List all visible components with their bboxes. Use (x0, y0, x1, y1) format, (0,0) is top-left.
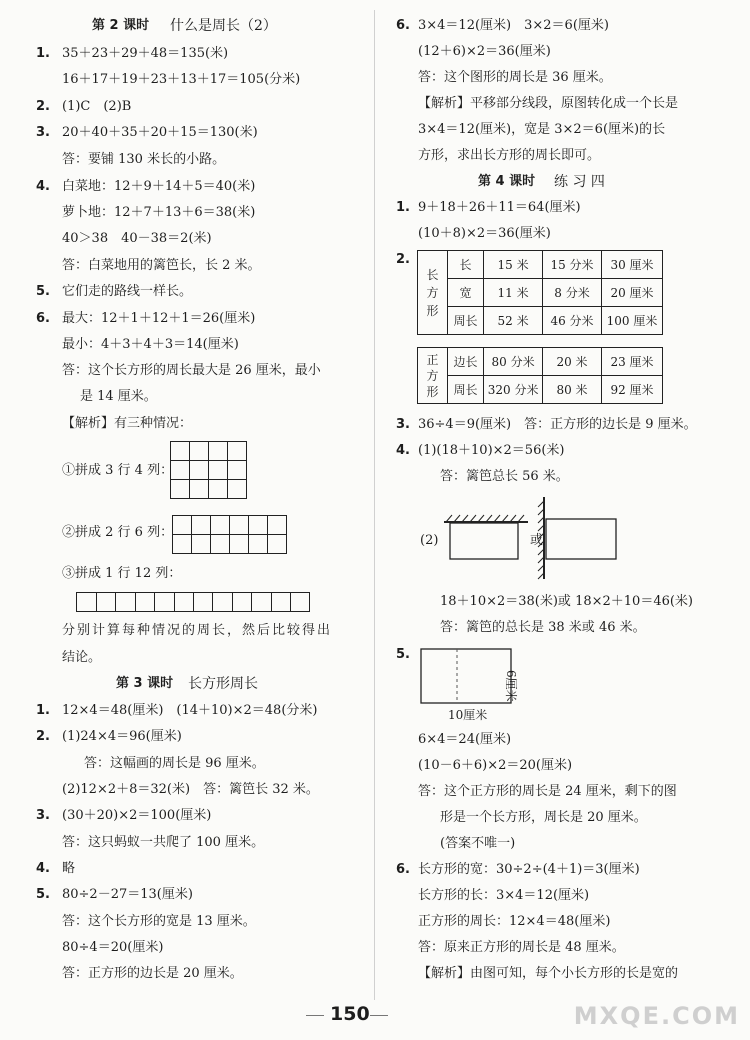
watermark: MXQE.COM (573, 1002, 740, 1030)
square-label: 正 方 形 (426, 352, 439, 399)
s5-line2: (10－6＋6)×2＝20(厘米) (418, 758, 573, 773)
table-cell: 宽 (447, 279, 483, 307)
table-cell: 20 厘米 (601, 279, 662, 307)
q6-number: 6. (36, 311, 50, 326)
s5-line3: 答：这个正方形的周长是 24 厘米，剩下的图 (418, 784, 677, 799)
s4-line1: (1)(18＋10)×2＝56(米) (418, 443, 565, 458)
s4-line4: 答：篱笆的总长是 38 米或 46 米。 (440, 620, 646, 635)
p5-line1: 80÷2－27＝13(厘米) (62, 887, 193, 902)
q2-line1: (1)C (2)B (62, 99, 132, 114)
s5-height-label: 6厘米 (504, 670, 518, 702)
r6-line2: (12＋6)×2＝36(厘米) (418, 44, 551, 59)
table-cell: 52 米 (484, 307, 543, 335)
table-cell: 20 米 (543, 348, 602, 376)
q4-number: 4. (36, 179, 50, 194)
s3-line1: 36÷4＝9(厘米) 答：正方形的边长是 9 厘米。 (418, 417, 697, 432)
q4-line2: 萝卜地：12＋7＋13＋6＝38(米) (62, 205, 256, 220)
table-cell: 周长 (447, 376, 483, 404)
p3-line1: (30＋20)×2＝100(厘米) (62, 808, 212, 823)
column-divider (374, 10, 375, 1000)
table-cell: 8 分米 (543, 279, 602, 307)
q6-line4: 是 14 厘米。 (80, 389, 157, 404)
s4-number: 4. (396, 443, 410, 458)
table-row (418, 348, 663, 376)
table-cell: 92 厘米 (601, 376, 662, 404)
section-3-label: 第 3 课时 (116, 676, 174, 691)
s6-line5: 【解析】由图可知，每个小长方形的长是宽的 (418, 966, 679, 981)
p1-line1: 12×4＝48(厘米) (14＋10)×2＝48(分米) (62, 703, 318, 718)
p5-line2: 答：这个长方形的宽是 13 厘米。 (62, 914, 256, 929)
section-2-label: 第 2 课时 (92, 18, 150, 33)
grid-1x12 (76, 592, 310, 612)
table-cell: 320 分米 (484, 376, 543, 404)
p2-number: 2. (36, 729, 50, 744)
q4-line3: 40＞38 40－38＝2(米) (62, 231, 212, 246)
page-number-dash-right (370, 1015, 388, 1016)
rectangle-table (417, 250, 663, 335)
s5-line1: 6×4＝24(厘米) (418, 732, 512, 747)
q4-line1: 白菜地：12＋9＋14＋5＝40(米) (62, 179, 256, 194)
square-table (417, 347, 663, 404)
square-label-cell (418, 348, 448, 404)
p2-line3: (2)12×2＋8＝32(米) 答：篱笆长 32 米。 (62, 782, 319, 797)
r6-analysis-line1: 【解析】平移部分线段，原图转化成一个长是 (418, 96, 679, 111)
table-row (418, 307, 663, 335)
s5-line4: 形是一个长方形，周长是 20 厘米。 (440, 810, 647, 825)
q2-number: 2. (36, 99, 50, 114)
case3-label: ③拼成 1 行 12 列： (62, 566, 182, 581)
page-number: 150 (330, 1003, 370, 1025)
q1-number: 1. (36, 46, 50, 61)
s4-line2: 答：篱笆总长 56 米。 (440, 469, 569, 484)
q5-number: 5. (36, 284, 50, 299)
q6-analysis: 【解析】有三种情况： (62, 416, 193, 431)
p5-line4: 答：正方形的边长是 20 厘米。 (62, 966, 243, 981)
p4-line1: 略 (62, 861, 76, 876)
table-cell: 80 米 (543, 376, 602, 404)
s4-line3: 18＋10×2＝38(米)或 18×2＋10＝46(米) (440, 594, 693, 609)
grid-3x4 (170, 441, 247, 499)
r6-analysis-line3: 方形，求出长方形的周长即可。 (418, 148, 601, 163)
r6-analysis-line2: 3×4＝12(厘米)，宽是 3×2＝6(厘米)的长 (418, 122, 666, 137)
p4-number: 4. (36, 861, 50, 876)
q6-conclusion-line2: 结论。 (62, 650, 102, 665)
table-cell: 100 厘米 (601, 307, 662, 335)
s5-number: 5. (396, 647, 410, 662)
s5-width-label: 10厘米 (448, 708, 488, 722)
table-cell: 11 米 (484, 279, 543, 307)
case1-label: ①拼成 3 行 4 列： (62, 463, 174, 478)
table-row (418, 251, 663, 279)
q4-line4: 答：白菜地用的篱笆长，长 2 米。 (62, 258, 261, 273)
p5-number: 5. (36, 887, 50, 902)
s2-number: 2. (396, 252, 410, 267)
p3-number: 3. (36, 808, 50, 823)
r6-number: 6. (396, 18, 410, 33)
section-4-title: 练 习 四 (554, 174, 605, 190)
table-cell: 23 厘米 (601, 348, 662, 376)
table-cell: 30 厘米 (601, 251, 662, 279)
s4-figure-label: (2) (420, 533, 439, 548)
table-cell: 15 分米 (543, 251, 602, 279)
rectangle-label: 长 方 形 (426, 267, 439, 318)
s1-line2: (10＋8)×2＝36(厘米) (418, 226, 551, 241)
p2-line2: 答：这幅画的周长是 96 厘米。 (84, 756, 265, 771)
q6-line1: 最大：12＋1＋12＋1＝26(厘米) (62, 311, 256, 326)
q6-conclusion-line1: 分别计算每种情况的周长，然后比较得出 (62, 623, 333, 638)
section-3-title: 长方形周长 (188, 676, 258, 692)
q5-line1: 它们走的路线一样长。 (62, 284, 193, 299)
case2-label: ②拼成 2 行 6 列： (62, 525, 174, 540)
rectangle-label-cell (418, 251, 448, 335)
table-cell: 80 分米 (484, 348, 543, 376)
q6-line3: 答：这个长方形的周长最大是 26 厘米，最小 (62, 363, 321, 378)
s6-line1: 长方形的宽：30÷2÷(4＋1)＝3(厘米) (418, 862, 640, 877)
s3-number: 3. (396, 417, 410, 432)
table-cell: 周长 (447, 307, 483, 335)
section-2-title: 什么是周长（2） (170, 18, 277, 34)
page-number-dash-left (306, 1015, 324, 1016)
s1-line1: 9＋18＋26＋11＝64(厘米) (418, 200, 581, 215)
s1-number: 1. (396, 200, 410, 215)
s6-line4: 答：原来正方形的周长是 48 厘米。 (418, 940, 625, 955)
p1-number: 1. (36, 703, 50, 718)
q1-line1: 35＋23＋29＋48＝135(米) (62, 46, 229, 61)
grid-2x6 (172, 515, 287, 554)
table-cell: 边长 (447, 348, 483, 376)
q3-line2: 答：要铺 130 米长的小路。 (62, 152, 226, 167)
table-cell: 15 米 (484, 251, 543, 279)
p2-line1: (1)24×4＝96(厘米) (62, 729, 182, 744)
p3-line2: 答：这只蚂蚁一共爬了 100 厘米。 (62, 835, 265, 850)
table-row (418, 376, 663, 404)
r6-line1: 3×4＝12(厘米) 3×2＝6(厘米) (418, 18, 609, 33)
table-cell: 长 (447, 251, 483, 279)
r6-line3: 答：这个图形的周长是 36 厘米。 (418, 70, 612, 85)
s6-number: 6. (396, 862, 410, 877)
q3-number: 3. (36, 125, 50, 140)
s6-line2: 长方形的长：3×4＝12(厘米) (418, 888, 590, 903)
section-4-label: 第 4 课时 (478, 174, 536, 189)
s5-line5: (答案不唯一) (440, 836, 516, 851)
s6-line3: 正方形的周长：12×4＝48(厘米) (418, 914, 611, 929)
s4-or-label: 或 (530, 533, 544, 548)
q3-line1: 20＋40＋35＋20＋15＝130(米) (62, 125, 258, 140)
table-cell: 46 分米 (543, 307, 602, 335)
q1-line2: 16＋17＋19＋23＋13＋17＝105(分米) (62, 72, 301, 87)
p5-line3: 80÷4＝20(厘米) (62, 940, 164, 955)
table-row (418, 279, 663, 307)
q6-line2: 最小：4＋3＋4＋3＝14(厘米) (62, 337, 239, 352)
